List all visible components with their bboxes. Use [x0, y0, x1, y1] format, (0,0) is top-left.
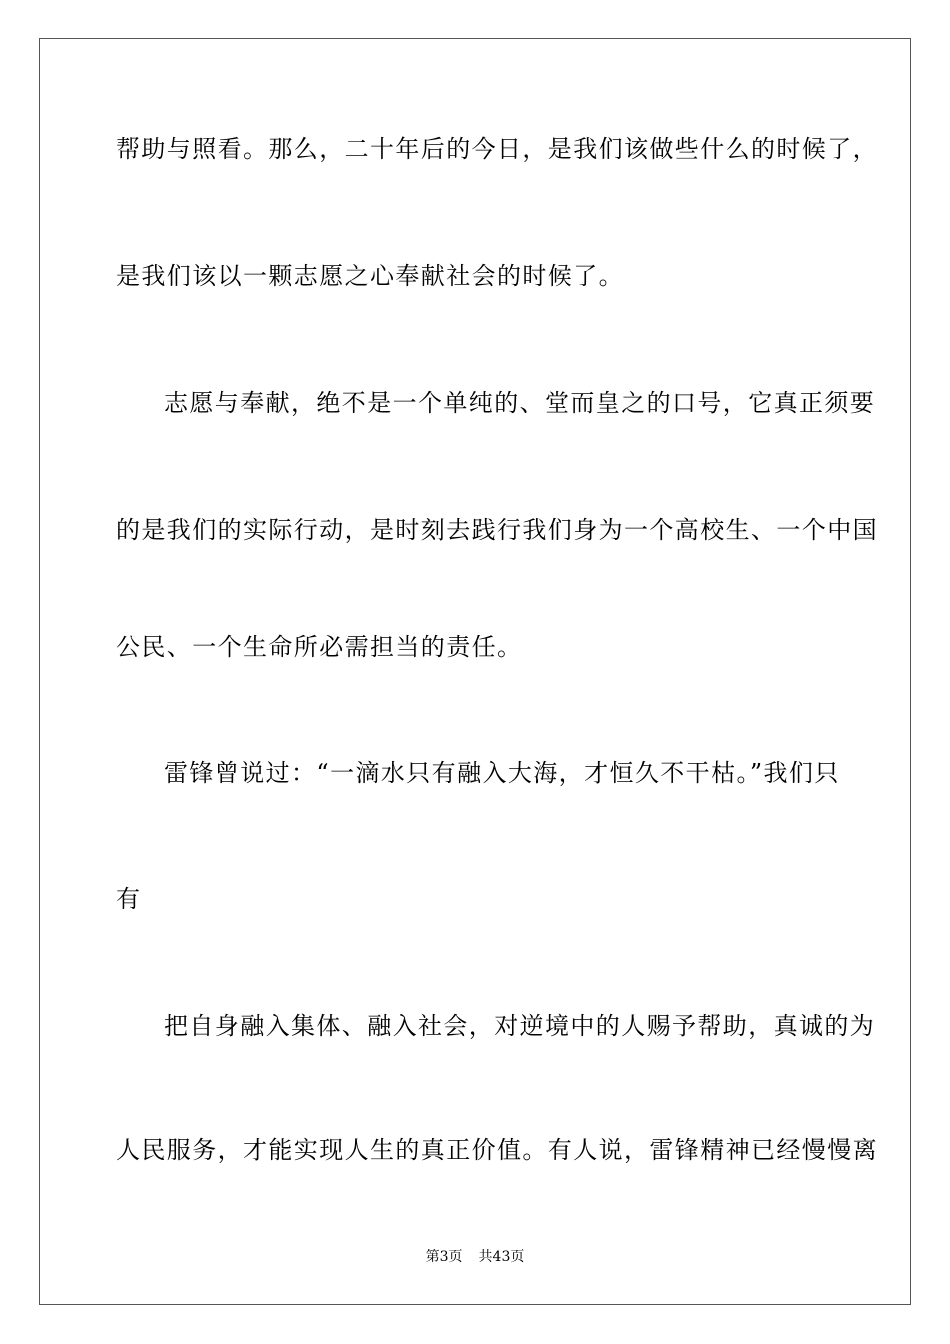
body-line-2: 是我们该以一颗志愿之心奉献社会的时候了。 [116, 262, 624, 290]
body-line-4: 的是我们的实际行动，是时刻去践行我们身为一个高校生、一个中国 [116, 516, 878, 544]
body-line-3: 志愿与奉献，绝不是一个单纯的、堂而皇之的口号，它真正须要 [164, 389, 876, 417]
body-line-8: 把自身融入集体、融入社会，对逆境中的人赐予帮助，真诚的为 [164, 1012, 876, 1040]
body-line-6: 雷锋曾说过：“一滴水只有融入大海，才恒久不干枯。”我们只 [164, 759, 840, 787]
page-footer [0, 1248, 950, 1266]
page-frame [39, 38, 911, 1305]
current-page-label: 第3页 [425, 1249, 463, 1265]
total-pages-label: 共43页 [478, 1249, 525, 1265]
body-line-1: 帮助与照看。那么，二十年后的今日，是我们该做些什么的时候了， [116, 135, 878, 163]
body-line-9: 人民服务，才能实现人生的真正价值。有人说，雷锋精神已经慢慢离 [116, 1136, 878, 1164]
body-line-7: 有 [116, 885, 142, 913]
body-line-5: 公民、一个生命所必需担当的责任。 [116, 633, 523, 661]
